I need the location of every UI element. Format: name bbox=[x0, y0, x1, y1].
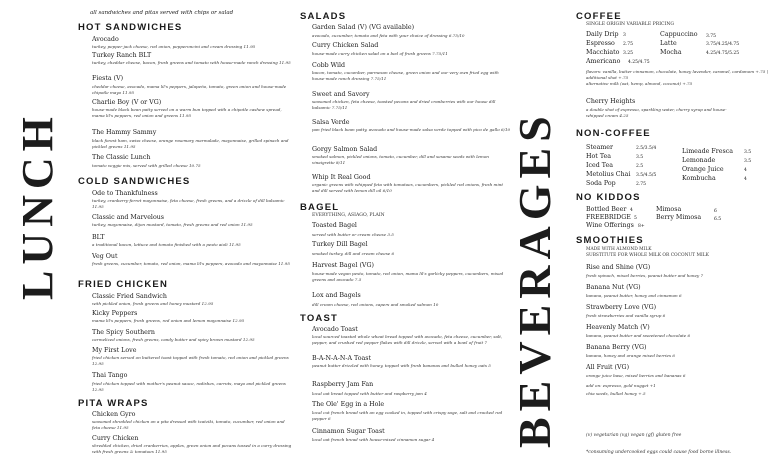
menu-item-desc: orange juice base, mixed berries and bananas 6 bbox=[586, 373, 686, 378]
pita-wraps-heading: PITA WRAPS bbox=[78, 398, 149, 409]
menu-item-name: Heavenly Match (V) bbox=[586, 324, 650, 331]
menu-item-price: 3.75/4.25/4.75 bbox=[706, 42, 740, 47]
menu-item-name: Cobb Wild bbox=[312, 62, 346, 69]
menu-item-price: 8+ bbox=[638, 224, 645, 229]
menu-item-name: Mocha bbox=[660, 49, 682, 56]
menu-item-price: 2.5/3.5/4 bbox=[636, 146, 657, 151]
menu-item-desc: local sourced toasted whole wheat bread topped with avocado, feta cheese, cucumber, salt, pepper, and crushed red pepper flakes with dill drizzle, served with a bowl of fruit 7 bbox=[312, 334, 503, 345]
menu-item-desc: fresh greens, cucumber, tomato, red onion, mama lil's peppers, avocado and mayonnaise 11.95 bbox=[92, 261, 290, 266]
menu-item-desc: turkey, mayonnaise, dijon mustard, tomato, fresh greens and red onion 11.95 bbox=[92, 222, 253, 227]
menu-item-price: 5 bbox=[634, 216, 637, 221]
menu-item-name: Sweet and Savory bbox=[312, 91, 370, 98]
menu-item-name: Veg Out bbox=[92, 253, 118, 260]
menu-item-price: 3.5 bbox=[744, 159, 752, 164]
lunch-title: LUNCH bbox=[13, 111, 62, 300]
menu-item-price: 3.5 bbox=[636, 155, 644, 160]
menu-item-price: 2.75 bbox=[623, 42, 634, 47]
menu-item-desc: seasoned shredded chicken on a pita dressed with tzatziki, tomato, cucumber, red onion and feta cheese 11.95 bbox=[92, 419, 285, 430]
menu-item-name: Banana Berry (VG) bbox=[586, 344, 647, 351]
menu-item-name: Fiesta (V) bbox=[92, 75, 124, 82]
menu-item-price: 6.5 bbox=[714, 217, 722, 222]
menu-item-desc: carmelized onions, fresh greens, candy butter and spicy brown mustard 12.95 bbox=[92, 337, 255, 342]
menu-item-desc: fried chicken served on buttered toast topped with fresh tomato, red onion and pickled greens 12.95 bbox=[92, 355, 289, 366]
menu-item-price: 4 bbox=[744, 168, 747, 173]
menu-item-name: Lemonade bbox=[682, 157, 716, 164]
menu-item-price: 4 bbox=[744, 177, 747, 182]
non-coffee-heading: NON-COFFEE bbox=[576, 128, 651, 139]
coffee-subtitle: SINGLE ORIGIN VARIABLE PRICING bbox=[586, 22, 675, 27]
cold-sandwiches-heading: COLD SANDWICHES bbox=[78, 176, 191, 187]
menu-item-price: 3.5/4.5/5 bbox=[636, 173, 657, 178]
menu-item-name: Mimosa bbox=[656, 206, 682, 213]
menu-item-name: BLT bbox=[92, 234, 105, 241]
coffee-heading: COFFEE bbox=[576, 11, 622, 22]
menu-item-name: Classic and Marvelous bbox=[92, 214, 165, 221]
menu-item-desc: with pickled onion, fresh greens and honey mustard 12.95 bbox=[92, 301, 214, 306]
menu-item-name: Strawberry Love (VG) bbox=[586, 304, 657, 311]
menu-item-price: 3.75 bbox=[706, 34, 717, 39]
smoothie-addon: add on: espresso, gold nugget +1 bbox=[586, 383, 656, 388]
smoothie-addon: chia seeds, bulled honey +.5 bbox=[586, 391, 646, 396]
menu-item-name: Espresso bbox=[586, 40, 615, 47]
menu-item-desc: local oat bread topped with butter and raspberry jam 4 bbox=[312, 391, 427, 396]
menu-item-name: Turkey Ranch BLT bbox=[92, 52, 152, 59]
menu-item-desc: organic greens with whipped feta with tomatoes, cucumbers, pickled red onions, fresh mint and dill served with lemon dill oil 6/10 bbox=[312, 182, 504, 193]
menu-item-name: Cherry Heights bbox=[586, 98, 636, 105]
menu-item-name: Thai Tango bbox=[92, 372, 128, 379]
menu-item-name: Limeade Fresca bbox=[682, 148, 734, 155]
menu-item-name: The Spicy Southern bbox=[92, 329, 155, 336]
menu-item-name: Macchiato bbox=[586, 49, 620, 56]
menu-item-name: B-A-N-A-N-A Toast bbox=[312, 355, 372, 362]
menu-item-name: Cappuccino bbox=[660, 31, 698, 38]
menu-item-desc: bacon, tomato, cucumber, parmesan cheese, green onion and our very own fried egg with house-made ranch dressing 7.75/11 bbox=[312, 70, 499, 81]
menu-item-desc: fresh strawberries and vanilla syrup 6 bbox=[586, 313, 666, 318]
menu-item-desc: house-made curry chicken salad on a bed of fresh greens 7.75/11 bbox=[312, 51, 448, 56]
menu-item-desc: house-made black bean patty served on a warm bun topped with a chipotle cashew spread, mama lil's peppers, red onion and greens 11.95 bbox=[92, 107, 282, 118]
menu-item-name: Latte bbox=[660, 40, 677, 47]
smoothies-heading: SMOOTHIES bbox=[576, 235, 644, 246]
beverages-title: BEVERAGES bbox=[509, 110, 560, 448]
menu-item-desc: shredded chicken, dried cranberries, apples, green onion and pecans tossed in a curry dressing with fresh greens & tomatoes 11.95 bbox=[92, 443, 292, 454]
menu-item-desc: banana, honey and orange mixed berries 6 bbox=[586, 353, 675, 358]
bagel-subtitle: EVERYTHING, ASIAGO, PLAIN bbox=[312, 213, 385, 218]
menu-item-desc: pan fried black bean patty, avocado and house-made salsa verde topped with pico de gallo 6/10 bbox=[312, 127, 511, 132]
menu-item-name: Curry Chicken Salad bbox=[312, 42, 379, 49]
menu-item-name: Ode to Thankfulness bbox=[92, 190, 158, 197]
menu-item-name: Berry Mimosa bbox=[656, 214, 702, 221]
menu-item-name: All Fruit (VG) bbox=[586, 364, 630, 371]
hot-sandwiches-heading: HOT SANDWICHES bbox=[78, 22, 183, 33]
menu-item-name: Americano bbox=[586, 58, 621, 65]
menu-item-name: Soda Pop bbox=[586, 180, 616, 187]
menu-item-price: 3.25 bbox=[623, 51, 634, 56]
menu-item-desc: cheddar cheese, avocado, mama lil's peppers, jalapeño, tomato, green onion and house-made chipotle mayo 11.95 bbox=[92, 84, 287, 95]
menu-item-desc: seasoned chicken, feta cheese, toasted pecans and dried cranberries with our house dill balsamic 7.75/11 bbox=[312, 99, 496, 110]
menu-item-price: 2.75 bbox=[636, 182, 647, 187]
menu-item-name: Whip It Real Good bbox=[312, 174, 371, 181]
menu-item-name: Rise and Shine (VG) bbox=[586, 264, 651, 271]
coffee-alt-milk: alternative milk (oat, hemp, almond, coconut) +.75 bbox=[586, 81, 693, 86]
menu-item-name: Orange Juice bbox=[682, 166, 724, 173]
menu-item-desc: banana, peanut butter, honey and cinnamon 6 bbox=[586, 293, 682, 298]
menu-item-name: The Classic Lunch bbox=[92, 154, 151, 161]
menu-item-desc: turkey, cranberry-ferret mayonnaise, feta cheese, fresh greens, and a drizzle of dill balsamic 11.95 bbox=[92, 198, 285, 209]
bagel-heading: BAGEL bbox=[300, 202, 340, 213]
menu-item-desc: turkey, pepper jack cheese, red onion, pepperoncini and cream dressing 11.95 bbox=[92, 44, 256, 49]
menu-item-desc: local oat french bread with house-mixed cinnamon sugar 4 bbox=[312, 437, 435, 442]
food-safety-note: *consuming undercooked eggs could cause food borne illness. bbox=[586, 450, 732, 455]
menu-item-desc: fresh spinach, mixed berries, peanut butter and honey 7 bbox=[586, 273, 704, 278]
menu-item-name: Lox and Bagels bbox=[312, 292, 361, 299]
menu-item-name: My First Love bbox=[92, 347, 137, 354]
menu-item-name: Gorgy Salmon Salad bbox=[312, 146, 378, 153]
top-note: all sandwiches and pitas served with chips or salad bbox=[90, 10, 234, 16]
menu-item-name: Classic Fried Sandwich bbox=[92, 293, 167, 300]
diet-legend: (v) vegetarian (vg) vegan (gf) gluten free bbox=[586, 433, 682, 438]
menu-item-desc: fried chicken topped with mother's peanut sauce, radishes, carrots, mayo and pickled greens 12.95 bbox=[92, 381, 286, 392]
menu-item-desc: served with butter or cream cheese 3.5 bbox=[312, 232, 394, 237]
salads-heading: SALADS bbox=[300, 11, 347, 22]
menu-item-name: Salsa Verde bbox=[312, 119, 350, 126]
menu-item-desc: smoked salmon, pickled onions, tomato, cucumber, dill and sesame seeds with lemon vinaigrette 8/11 bbox=[312, 154, 489, 165]
menu-item-price: 3.5 bbox=[744, 150, 752, 155]
menu-item-name: Wine Offerings bbox=[586, 222, 634, 229]
smoothies-subtitle: MADE WITH ALMOND MILK bbox=[586, 247, 652, 252]
menu-item-name: Kombucha bbox=[682, 175, 716, 182]
menu-item-name: Charlie Boy (V or VG) bbox=[92, 99, 162, 106]
menu-item-price: 6 bbox=[714, 209, 717, 214]
menu-item-name: Daily Drip bbox=[586, 31, 619, 38]
menu-item-name: FREEBRIDGE bbox=[586, 214, 631, 221]
menu-item-desc: local cut french bread with an egg cooked in, topped with crispy sage, salt and cracked red pepper 6 bbox=[312, 410, 503, 421]
menu-item-name: Avocado Toast bbox=[312, 326, 358, 333]
menu-item-desc: avocado, cucumber, tomato and feta with your choice of dressing 6.75/10 bbox=[312, 33, 465, 38]
menu-item-desc: dill cream cheese, red onions, capers and smoked salmon 10 bbox=[312, 302, 439, 307]
menu-item-name: Chicken Gyro bbox=[92, 411, 136, 418]
menu-item-name: Iced Tea bbox=[586, 162, 613, 169]
menu-item-desc: mama lil's peppers, fresh greens, red onion and lemon mayonnaise 12.95 bbox=[92, 318, 245, 323]
menu-item-name: Turkey Dill Bagel bbox=[312, 241, 368, 248]
menu-item-desc: tomato veggie mix, served with grilled cheese 10.75 bbox=[92, 163, 201, 168]
menu-item-name: Banana Nut (VG) bbox=[586, 284, 641, 291]
menu-item-desc: black forest ham, swiss cheese, orange rosemary marmalade, mayonnaise, grilled spinach and pickled greens 11.95 bbox=[92, 138, 289, 149]
menu-item-price: 3 bbox=[623, 33, 626, 38]
menu-item-name: Harvest Bagel (VG) bbox=[312, 262, 374, 269]
menu-item-name: Kicky Peppers bbox=[92, 310, 138, 317]
menu-item-name: Raspberry Jam Fan bbox=[312, 381, 374, 388]
menu-item-desc: banana, peanut butter and sweetened chocolate 6 bbox=[586, 333, 691, 338]
fried-chicken-heading: FRIED CHICKEN bbox=[78, 279, 169, 290]
menu-item-price: 4.25/4.75 bbox=[628, 60, 650, 65]
menu-item-name: Avocado bbox=[92, 36, 119, 43]
menu-item-price: 4.25/4.75/5.25 bbox=[706, 51, 740, 56]
menu-item-price: 4 bbox=[630, 208, 633, 213]
coffee-flavors: flavors: vanilla, butter cinnamon, chocolate, honey lavender, caramel, cardamom +.75 | additional shot +.75 bbox=[586, 69, 769, 80]
menu-item-desc: a traditional bacon, lettuce and tomato finished with a pesto aioli 11.95 bbox=[92, 242, 241, 247]
menu-item-desc: turkey, cheddar cheese, bacon, fresh greens and tomato with house-made ranch dressing 11.95 bbox=[92, 60, 291, 65]
menu-item-name: Toasted Bagel bbox=[312, 222, 357, 229]
menu-item-name: The Ole' Egg in a Hole bbox=[312, 401, 385, 408]
no-kiddos-heading: NO KIDDOS bbox=[576, 192, 641, 203]
menu-item-name: Steamer bbox=[586, 144, 614, 151]
menu-item-name: Curry Chicken bbox=[92, 435, 139, 442]
menu-item-name: Bottled Beer bbox=[586, 206, 627, 213]
menu-item-price: 2.5 bbox=[636, 164, 644, 169]
menu-item-desc: smoked turkey, dill and cream cheese 6 bbox=[312, 251, 395, 256]
toast-heading: TOAST bbox=[300, 313, 339, 324]
menu-item-desc: peanut butter drizzled with honey, topped with fresh bananas and bulled honey oats 5 bbox=[312, 363, 491, 368]
menu-item-desc: house-made vegan pesto, tomato, red onion, mama lil's garlicky peppers, cucumbers, mixed greens and avocado 7.5 bbox=[312, 271, 504, 282]
menu-item-name: The Hammy Sammy bbox=[92, 129, 157, 136]
menu-item-name: Garden Salad (V) (VG available) bbox=[312, 24, 415, 31]
menu-item-name: Hot Tea bbox=[586, 153, 612, 160]
smoothies-subtitle: SUBSTITUTE FOR WHOLE MILK OR COCONUT MILK bbox=[586, 253, 709, 258]
menu-item-name: Metolius Chai bbox=[586, 171, 631, 178]
menu-item-name: Cinnamon Sugar Toast bbox=[312, 428, 385, 435]
menu-item-desc: a double shot of espresso, sparkling water, cherry syrup and house-whipped cream 4.25 bbox=[586, 107, 727, 118]
